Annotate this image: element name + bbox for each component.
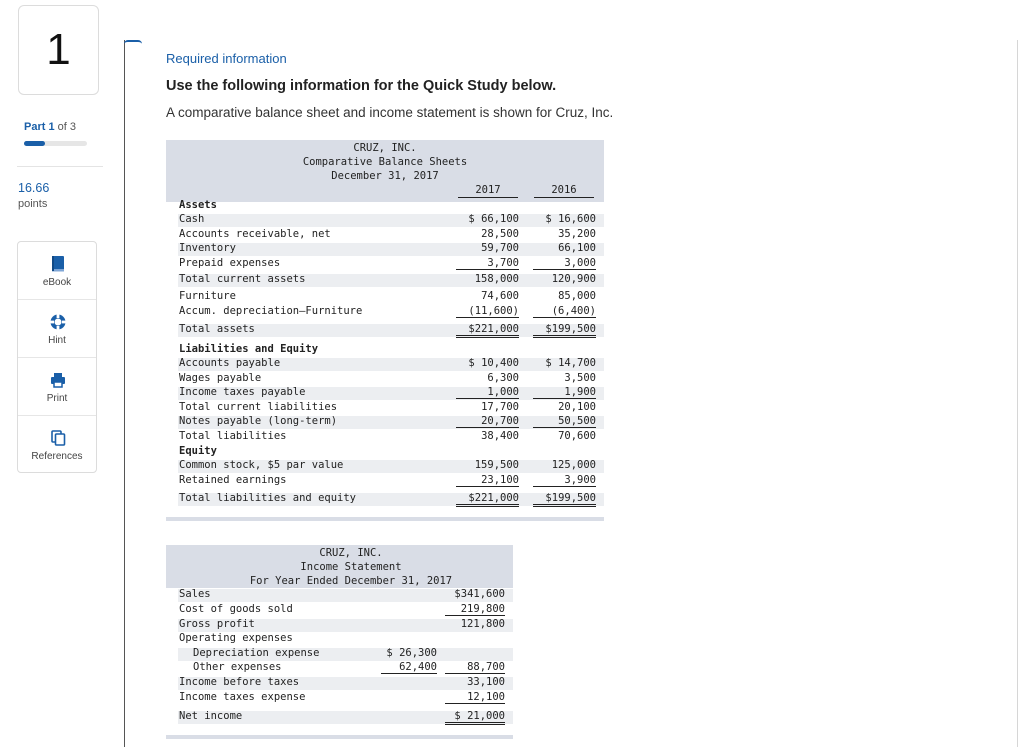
bs-row-label: Accum. depreciation—Furniture — [179, 305, 363, 317]
bs-value-2017: 28,500 — [481, 228, 519, 240]
bs-title: Comparative Balance Sheets — [302, 156, 468, 168]
bs-row-label: Total liabilities — [179, 430, 287, 442]
bs-value-2017: 38,400 — [481, 430, 519, 442]
bs-value-2017: $ 10,400 — [468, 357, 519, 369]
part-indicator — [24, 121, 76, 133]
balance-sheet-header — [166, 140, 604, 202]
bs-value-2016: 3,000 — [533, 257, 596, 270]
copy-icon — [49, 429, 67, 447]
bs-value-2016: (6,400) — [533, 305, 596, 318]
printer-icon — [49, 371, 67, 389]
is-outer-value: 121,800 — [460, 618, 505, 630]
bs-row-label: Accounts payable — [179, 357, 281, 369]
part-of: of 3 — [57, 121, 77, 133]
bs-row-label: Liabilities and Equity — [179, 343, 319, 355]
right-border — [1017, 40, 1018, 747]
bs-value-2017: 1,000 — [456, 386, 519, 399]
part-progress-fill — [24, 141, 45, 146]
bs-date: December 31, 2017 — [331, 170, 439, 182]
bs-value-2017: 6,300 — [487, 372, 519, 384]
is-outer-value: 219,800 — [445, 603, 505, 616]
book-icon — [49, 255, 67, 273]
bs-value-2017: 23,100 — [456, 474, 519, 487]
bs-value-2016: 3,900 — [533, 474, 596, 487]
bs-value-2016: 66,100 — [558, 242, 596, 254]
bs-value-2017: 74,600 — [481, 290, 519, 302]
references-button[interactable] — [18, 416, 96, 474]
points-label: points — [18, 198, 48, 210]
bs-row-label: Total liabilities and equity — [179, 492, 357, 504]
bs-value-2016: $ 14,700 — [545, 357, 596, 369]
bs-value-2016: $ 16,600 — [545, 213, 596, 225]
bs-value-2016: $199,500 — [533, 323, 596, 338]
is-outer-value: 12,100 — [445, 691, 505, 704]
lifebuoy-icon — [49, 313, 67, 331]
bs-row-label: Retained earnings — [179, 474, 287, 486]
hint-button[interactable] — [18, 300, 96, 358]
bs-value-2016: 70,600 — [558, 430, 596, 442]
tools-panel — [17, 241, 97, 473]
bs-company: CRUZ, INC. — [353, 142, 417, 154]
is-title: Income Statement — [300, 561, 402, 573]
bs-value-2016: 50,500 — [533, 415, 596, 428]
bs-row-label: Notes payable (long-term) — [179, 415, 338, 427]
bs-value-2016: 85,000 — [558, 290, 596, 302]
bs-row-label: Total current assets — [179, 273, 306, 285]
bs-row-label: Cash — [179, 213, 205, 225]
bs-value-2016: 1,900 — [533, 386, 596, 399]
bs-row-label: Total assets — [179, 323, 255, 335]
bs-row-label: Income taxes payable — [179, 386, 306, 398]
is-inner-value: 62,400 — [381, 661, 437, 674]
bs-value-2017: 158,000 — [474, 273, 519, 285]
bs-row-label: Assets — [179, 199, 217, 211]
bs-col-2017: 2017 — [458, 183, 518, 198]
bs-row-label: Equity — [179, 445, 217, 457]
income-statement-header — [166, 545, 513, 588]
hint-label: Hint — [48, 335, 66, 346]
is-outer-value: 88,700 — [445, 661, 505, 674]
is-outer-value: $341,600 — [454, 588, 505, 600]
is-row-label: Other expenses — [193, 661, 282, 673]
bs-value-2017: 3,700 — [456, 257, 519, 270]
is-company: CRUZ, INC. — [319, 547, 383, 559]
is-outer-value: 33,100 — [467, 676, 505, 688]
bs-value-2016: 3,500 — [564, 372, 596, 384]
bs-row-label: Common stock, $5 par value — [179, 459, 344, 471]
bs-value-2017: (11,600) — [456, 305, 519, 318]
question-number: 1 — [18, 5, 99, 95]
bs-value-2017: $ 66,100 — [468, 213, 519, 225]
bs-value-2017: $221,000 — [456, 492, 519, 507]
is-row-label: Income taxes expense — [179, 691, 306, 703]
is-row-label: Gross profit — [179, 618, 255, 630]
bs-value-2016: 35,200 — [558, 228, 596, 240]
is-inner-value: $ 26,300 — [386, 647, 437, 659]
instruction-heading: Use the following information for the Quick Study below. — [166, 78, 557, 94]
bs-row-label: Wages payable — [179, 372, 262, 384]
required-information: Required information — [166, 51, 287, 66]
bs-value-2016: 20,100 — [558, 401, 596, 413]
print-label: Print — [46, 393, 68, 404]
ebook-label: eBook — [42, 277, 72, 288]
question-bracket — [124, 40, 125, 747]
print-button[interactable] — [18, 358, 96, 416]
intro-text: A comparative balance sheet and income statement is shown for Cruz, Inc. — [166, 105, 614, 120]
bs-value-2017: $221,000 — [456, 323, 519, 338]
bs-row-label: Inventory — [179, 242, 236, 254]
bs-row-label: Prepaid expenses — [179, 257, 281, 269]
part-word: Part — [24, 121, 46, 133]
bs-value-2017: 59,700 — [481, 242, 519, 254]
references-label: References — [31, 451, 83, 462]
is-outer-value: $ 21,000 — [445, 710, 505, 725]
balance-sheet-footer — [166, 517, 604, 521]
is-period: For Year Ended December 31, 2017 — [249, 575, 453, 587]
part-number: 1 — [48, 121, 55, 133]
bs-value-2016: 125,000 — [551, 459, 596, 471]
is-row-label: Sales — [179, 588, 211, 600]
bs-value-2017: 20,700 — [456, 415, 519, 428]
part-progress-bar — [24, 141, 87, 146]
divider — [17, 166, 103, 167]
income-statement-footer — [166, 735, 513, 739]
is-row-label: Depreciation expense — [193, 647, 320, 659]
is-row-label: Cost of goods sold — [179, 603, 293, 615]
points-value: 16.66 — [18, 181, 50, 195]
bs-value-2017: 17,700 — [481, 401, 519, 413]
is-row-label: Operating expenses — [179, 632, 293, 644]
bs-row-label: Accounts receivable, net — [179, 228, 331, 240]
ebook-button[interactable] — [18, 242, 96, 300]
bs-value-2016: $199,500 — [533, 492, 596, 507]
bs-value-2016: 120,900 — [551, 273, 596, 285]
question-bracket-top — [124, 40, 142, 46]
is-row-label: Net income — [179, 710, 243, 722]
bs-col-2016: 2016 — [534, 183, 594, 198]
is-row-label: Income before taxes — [179, 676, 300, 688]
bs-row-label: Furniture — [179, 290, 236, 302]
bs-row-label: Total current liabilities — [179, 401, 338, 413]
bs-value-2017: 159,500 — [474, 459, 519, 471]
